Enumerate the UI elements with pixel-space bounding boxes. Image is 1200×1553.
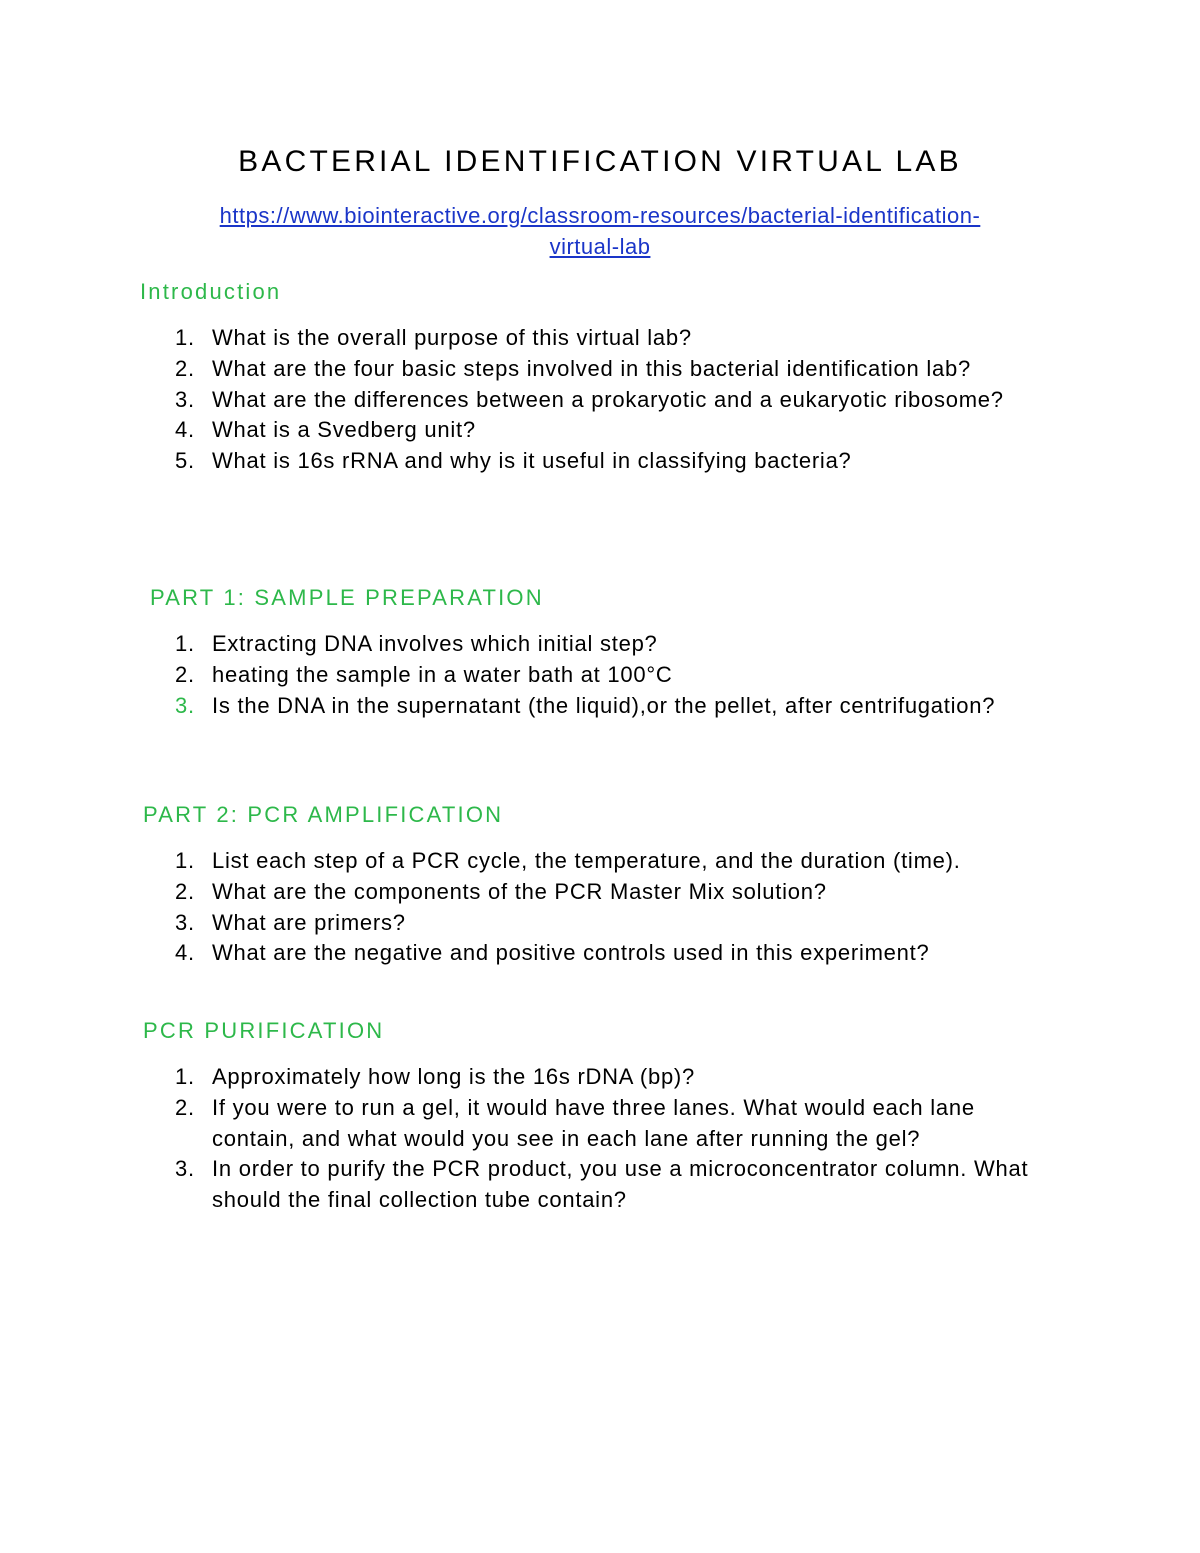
lab-link-line-1[interactable]: https://www.biointeractive.org/classroom-resources/bacterial-identification-	[219, 203, 981, 228]
question-text: What are the components of the PCR Master Mix solution?	[212, 878, 827, 904]
question-number: 2.	[175, 1094, 195, 1120]
question-item	[175, 629, 1055, 660]
question-text: What are the negative and positive controls used in this experiment?	[212, 940, 930, 966]
question-number: 2.	[175, 878, 195, 904]
purification-question-list	[175, 1062, 1055, 1216]
question-text: What is the overall purpose of this virtual lab?	[212, 325, 692, 350]
question-item	[175, 415, 1055, 446]
question-text: Extracting DNA involves which initial step?	[212, 631, 658, 656]
question-text: What are the four basic steps involved in this bacterial identification lab?	[212, 355, 971, 381]
question-text: Approximately how long is the 16s rDNA (bp)?	[212, 1064, 695, 1089]
question-text: Is the DNA in the supernatant (the liquid),or the pellet, after centrifugation?	[212, 692, 996, 718]
question-item	[175, 938, 1055, 969]
question-text: If you were to run a gel, it would have three lanes. What would each lane contain, and what would you see in each lane after running the gel?	[212, 1094, 975, 1151]
question-number: 4.	[175, 940, 195, 966]
question-item	[175, 323, 1055, 354]
question-item	[175, 1062, 1055, 1093]
question-text: heating the sample in a water bath at 100°C	[212, 661, 673, 687]
question-number: 2.	[175, 661, 195, 687]
question-number: 3.	[175, 1156, 195, 1182]
question-number: 4.	[175, 417, 195, 443]
question-item	[175, 1093, 1055, 1155]
question-number: 2.	[175, 355, 195, 381]
part2-question-list	[175, 846, 1055, 969]
question-number: 5.	[175, 448, 195, 474]
introduction-heading: Introduction	[140, 279, 282, 304]
question-item	[175, 385, 1055, 416]
question-number: 1.	[175, 1064, 195, 1089]
part2-heading: PART 2: PCR AMPLIFICATION	[143, 802, 504, 827]
purification-heading: PCR PURIFICATION	[143, 1018, 385, 1043]
question-text: List each step of a PCR cycle, the temperature, and the duration (time).	[212, 848, 961, 873]
question-item	[175, 877, 1055, 908]
part1-heading: PART 1: SAMPLE PREPARATION	[150, 585, 544, 610]
question-item	[175, 846, 1055, 877]
question-item	[175, 1154, 1055, 1216]
question-number: 1.	[175, 325, 195, 350]
question-text: What is a Svedberg unit?	[212, 417, 476, 443]
question-number: 3.	[175, 909, 195, 935]
lab-link-line-2[interactable]: virtual-lab	[549, 234, 651, 259]
question-number: 3.	[175, 692, 195, 718]
question-number: 1.	[175, 631, 195, 656]
question-item	[175, 691, 1055, 722]
introduction-question-list	[175, 323, 1055, 477]
question-text: In order to purify the PCR product, you use a microconcentrator column. What should the final collection tube contain?	[212, 1156, 1029, 1213]
question-item	[175, 354, 1055, 385]
question-item	[175, 908, 1055, 939]
question-item	[175, 446, 1055, 477]
question-text: What are the differences between a prokaryotic and a eukaryotic ribosome?	[212, 386, 1004, 412]
question-text: What are primers?	[212, 909, 406, 935]
part1-question-list	[175, 629, 1055, 721]
question-number: 1.	[175, 848, 195, 873]
document-title: BACTERIAL IDENTIFICATION VIRTUAL LAB	[238, 145, 962, 178]
question-item	[175, 660, 1055, 691]
question-text: What is 16s rRNA and why is it useful in classifying bacteria?	[212, 448, 852, 474]
lab-link[interactable]	[140, 200, 1060, 262]
question-number: 3.	[175, 386, 195, 412]
